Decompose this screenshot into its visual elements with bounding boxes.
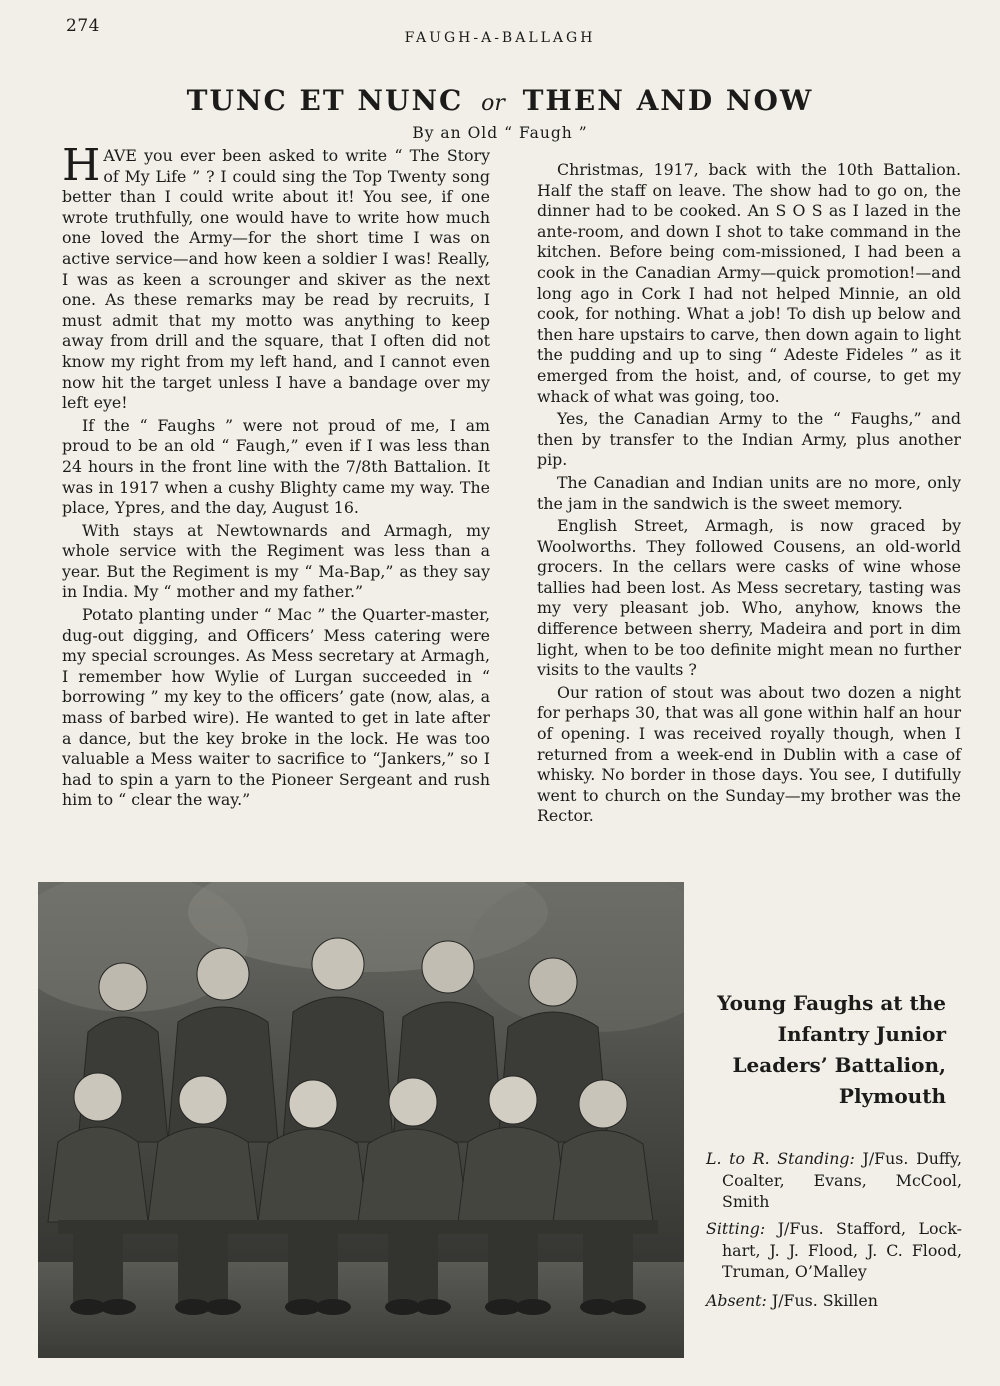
group-photograph <box>38 882 684 1358</box>
title-part-2: THEN AND NOW <box>522 84 814 117</box>
caption-title-line: Infantry Junior <box>777 1022 946 1046</box>
title-part-1: TUNC ET NUNC <box>186 84 464 117</box>
paragraph: The Canadian and Indian units are no more, only the jam in the sandwich is the sweet memory. <box>537 472 961 513</box>
paragraph-text: AVE you ever been asked to write “ The Story of My Life ” ? I could sing the Top Twenty song better than I could write about it! You see, if one wrote truthfully, one would have to write how much one loved the Army—for the short time I was on active service—and how keen a soldier I was! Really, I was as keen a scrounger and skiver as the next one. As these remarks may be read by recruits, I must admit that my motto was anything to keep away from drill and the square, that I often did not know my right from my left hand, and I cannot even now hit the target unless I have a bandage over my left eye! <box>62 146 490 413</box>
caption-title-line: Plymouth <box>838 1084 946 1108</box>
standing-names: J/Fus. Duffy, Coalter, Evans, McCool, Smith <box>722 1149 962 1211</box>
standing-label: L. to R. Standing: <box>706 1149 855 1168</box>
paragraph: Our ration of stout was about two dozen a night for perhaps 30, that was all gone within half an hour of opening. I was received royally though, when I returned from a week-end in Dublin with a case of whisky. No border in those days. You see, I dutifully went to church on the Sunday—my brother was the Rector. <box>537 682 961 826</box>
absent-label: Absent: <box>706 1291 767 1310</box>
drop-cap: H <box>62 140 101 191</box>
paragraph <box>62 140 490 414</box>
left-column <box>62 140 490 813</box>
running-head: FAUGH-A-BALLAGH <box>404 30 596 46</box>
group-photograph-illustration <box>38 882 684 1358</box>
sitting-names: J/Fus. Stafford, Lock-hart, J. J. Flood, J. C. Flood, Truman, O’Malley <box>722 1219 962 1281</box>
article-title <box>0 84 1000 117</box>
paragraph: Christmas, 1917, back with the 10th Battalion. Half the staff on leave. The show had to go on, the dinner had to be cooked. An S O S as I lazed in the ante-room, and down I shot to take command in the kitchen. Before being com-missioned, I had been a cook in the Canadian Army—quick promotion!—and long ago in Cork I had not helped Minnie, an old cook, for nothing. What a job! To dish up below and then hare upstairs to carve, then down again to light the pudding and up to sing “ Adeste Fideles ” as it emerged from the hoist, and, of course, to get my whack of what was going, too. <box>537 160 961 406</box>
paragraph: Yes, the Canadian Army to the “ Faughs,” and then by transfer to the Indian Army, plus another pip. <box>537 409 961 470</box>
page-number: 274 <box>66 16 100 36</box>
paragraph: With stays at Newtownards and Armagh, my whole service with the Regiment was less than a year. But the Regiment is my “ Ma-Bap,” as they say in India. My “ mother and my father.” <box>62 520 490 602</box>
sitting-label: Sitting: <box>706 1219 766 1238</box>
paragraph: If the “ Faughs ” were not proud of me, I am proud to be an old “ Faugh,” even if I was less than 24 hours in the front line with the 7/8th Battalion. It was in 1917 when a cushy Blighty came my way. The place, Ypres, and the day, August 16. <box>62 415 490 518</box>
byline: By an Old “ Faugh ” <box>412 124 588 142</box>
photo-caption-title <box>646 988 946 1112</box>
paragraph: English Street, Armagh, is now graced by Woolworths. They followed Cousens, an old-world grocers. In the cellars were casks of wine whose tallies had been lost. As Mess secretary, tasting was my very pleasant job. Who, anyhow, knows the difference between sherry, Madeira and port in dim light, when to be too definite might mean no further visits to the vaults ? <box>537 516 961 680</box>
right-column <box>537 160 961 829</box>
absent-names: J/Fus. Skillen <box>771 1291 878 1310</box>
title-connector: or <box>481 91 505 116</box>
caption-absent <box>706 1290 962 1312</box>
caption-standing <box>706 1148 962 1213</box>
paragraph: Potato planting under “ Mac ” the Quarter-master, dug-out digging, and Officers’ Mess catering were my special scrounges. As Mess secretary at Armagh, I remember how Wylie of Lurgan succeeded in “ borrowing ” my key to the officers’ gate (now, alas, a mass of barbed wire). He wanted to get in late after a dance, but the key broke in the lock. He was too valuable a Mess waiter to sacrifice to “Jankers,” so I had to spin a yarn to the Pioneer Sergeant and rush him to “ clear the way.” <box>62 605 490 810</box>
caption-sitting <box>706 1218 962 1283</box>
caption-title-line: Leaders’ Battalion, <box>732 1053 946 1077</box>
caption-title-line: Young Faughs at the <box>717 991 946 1015</box>
